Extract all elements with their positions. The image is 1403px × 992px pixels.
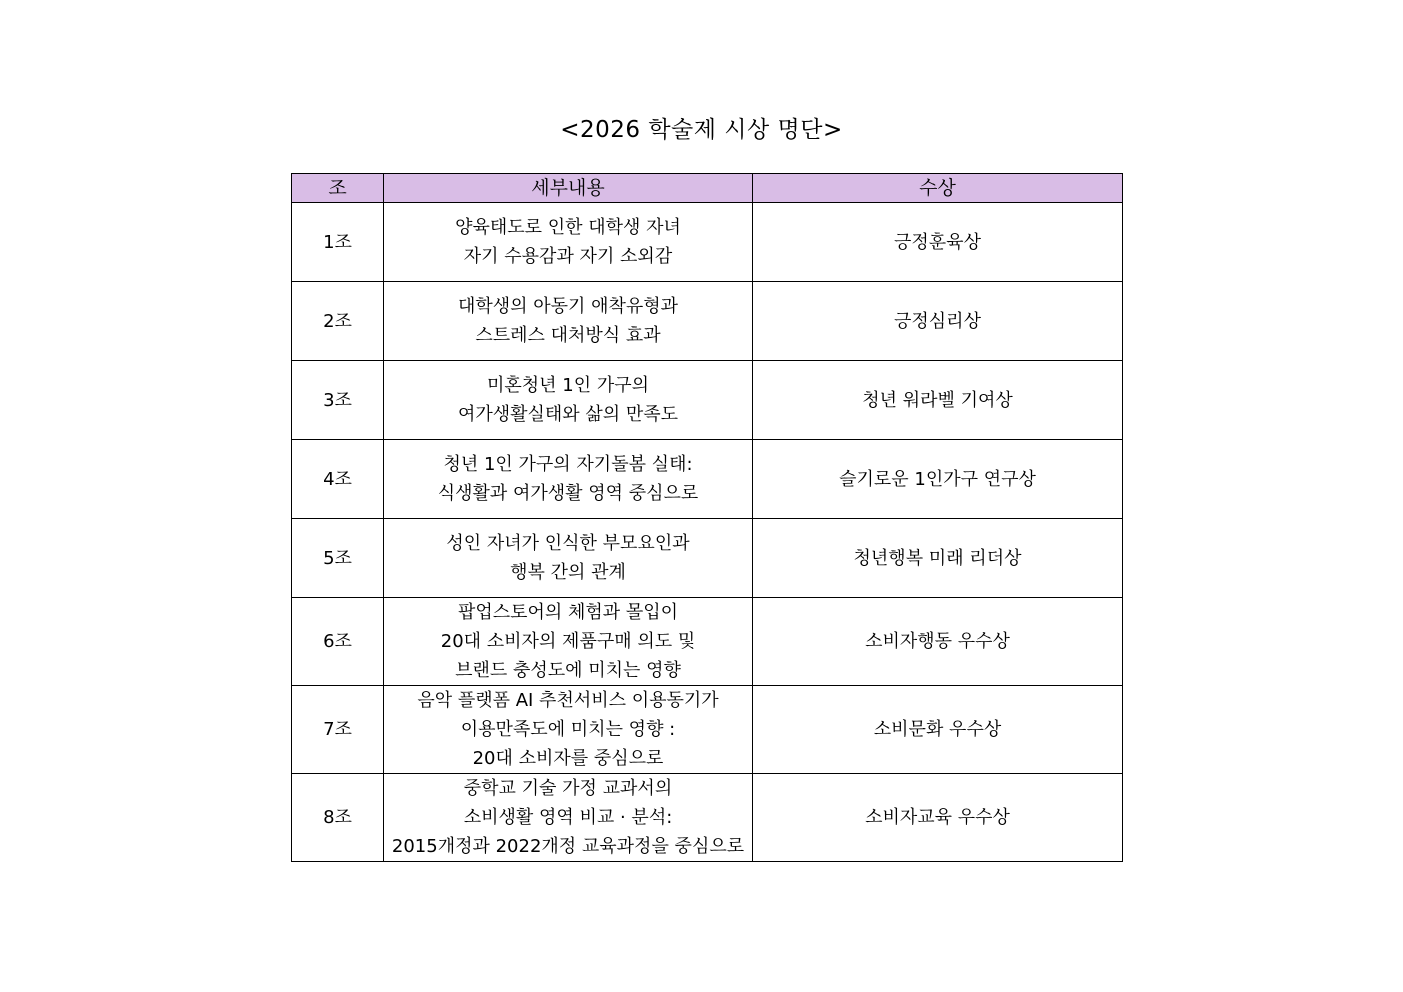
- group-cell: 6조: [292, 598, 384, 686]
- award-cell: 소비자행동 우수상: [753, 598, 1123, 686]
- detail-line: 식생활과 여가생활 영역 중심으로: [437, 483, 699, 504]
- table-row: [292, 598, 1123, 686]
- group-cell: 5조: [292, 519, 384, 598]
- detail-line: 청년 1인 가구의 자기돌봄 실태:: [443, 454, 693, 475]
- detail-line: 2015개정과 2022개정 교육과정을 중심으로: [391, 836, 745, 857]
- detail-line: 소비생활 영역 비교 · 분석:: [463, 807, 673, 828]
- table-row: [292, 361, 1123, 440]
- awards-table: [291, 173, 1123, 862]
- detail-line: 양육태도로 인한 대학생 자녀: [455, 217, 681, 238]
- group-cell: 7조: [292, 686, 384, 774]
- table-row: [292, 203, 1123, 282]
- table-row: [292, 686, 1123, 774]
- detail-cell: [384, 440, 753, 519]
- award-cell: 청년 워라벨 기여상: [753, 361, 1123, 440]
- page-title: <2026 학술제 시상 명단>: [560, 117, 843, 143]
- detail-line: 자기 수용감과 자기 소외감: [463, 246, 673, 267]
- award-cell: 소비문화 우수상: [753, 686, 1123, 774]
- detail-cell: [384, 598, 753, 686]
- table-row: [292, 282, 1123, 361]
- detail-line: 행복 간의 관계: [510, 562, 626, 583]
- award-cell: 긍정심리상: [753, 282, 1123, 361]
- table-header-row: [292, 174, 1123, 203]
- detail-cell: [384, 686, 753, 774]
- detail-line: 음악 플랫폼 AI 추천서비스 이용동기가: [417, 690, 719, 711]
- detail-line: 스트레스 대처방식 효과: [475, 325, 661, 346]
- table-row: [292, 440, 1123, 519]
- detail-line: 20대 소비자의 제품구매 의도 및: [440, 631, 696, 652]
- award-cell: 청년행복 미래 리더상: [753, 519, 1123, 598]
- detail-line: 성인 자녀가 인식한 부모요인과: [446, 533, 690, 554]
- group-cell: 1조: [292, 203, 384, 282]
- detail-cell: [384, 282, 753, 361]
- detail-cell: [384, 203, 753, 282]
- award-cell: 소비자교육 우수상: [753, 774, 1123, 862]
- detail-cell: [384, 361, 753, 440]
- table-row: [292, 774, 1123, 862]
- detail-line: 브랜드 충성도에 미치는 영향: [455, 660, 681, 681]
- award-cell: 긍정훈육상: [753, 203, 1123, 282]
- table-row: [292, 519, 1123, 598]
- detail-line: 중학교 기술 가정 교과서의: [463, 778, 673, 799]
- group-cell: 4조: [292, 440, 384, 519]
- detail-line: 이용만족도에 미치는 영향 :: [460, 719, 676, 740]
- group-cell: 8조: [292, 774, 384, 862]
- detail-line: 여가생활실태와 삶의 만족도: [457, 404, 679, 425]
- detail-cell: [384, 774, 753, 862]
- detail-cell: [384, 519, 753, 598]
- group-cell: 2조: [292, 282, 384, 361]
- header-detail: 세부내용: [384, 174, 753, 203]
- detail-line: 20대 소비자를 중심으로: [472, 748, 664, 769]
- header-group: 조: [292, 174, 384, 203]
- group-cell: 3조: [292, 361, 384, 440]
- detail-line: 대학생의 아동기 애착유형과: [457, 296, 679, 317]
- detail-line: 팝업스토어의 체험과 몰입이: [457, 602, 679, 623]
- award-cell: 슬기로운 1인가구 연구상: [753, 440, 1123, 519]
- header-award: 수상: [753, 174, 1123, 203]
- detail-line: 미혼청년 1인 가구의: [487, 375, 649, 396]
